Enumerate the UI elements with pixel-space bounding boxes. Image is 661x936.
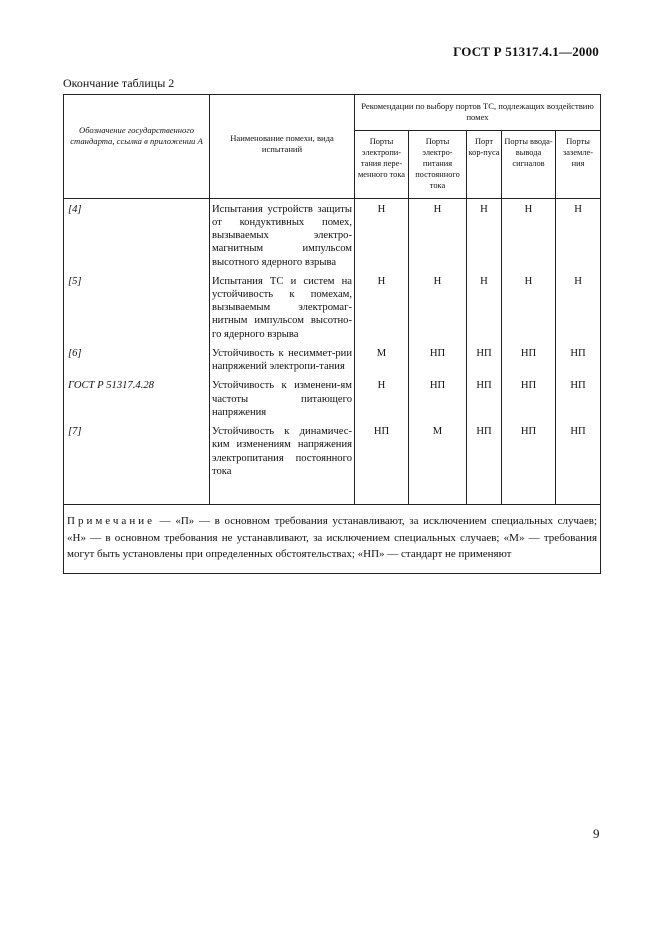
header-port-ac-power: Порты электропи-тания пере-менного тока (355, 131, 409, 199)
row-value: НП (502, 419, 556, 504)
table-row (64, 419, 601, 504)
table-caption: Окончание таблицы 2 (63, 76, 175, 90)
row-test-name: Устойчивость к несиммет-рии напряжений электропи-тания (210, 341, 355, 373)
row-value: Н (502, 198, 556, 269)
row-standard-ref: [7] (64, 419, 210, 504)
header-standard: Обозначение государственного стандарта, ссылка в приложении А (64, 95, 210, 199)
row-value: Н (467, 269, 502, 341)
row-value: М (409, 419, 467, 504)
row-value: НП (467, 373, 502, 419)
row-value: Н (556, 198, 601, 269)
header-port-signal-io: Порты ввода-вывода сигналов (502, 131, 556, 199)
row-value: НП (556, 341, 601, 373)
row-value: НП (409, 341, 467, 373)
row-value: М (355, 341, 409, 373)
header-port-recommendations: Рекомендации по выбору портов ТС, подлежащих воздействию помех (355, 95, 601, 131)
row-value: Н (556, 269, 601, 341)
note-text: — «П» — в основном требования устанавливают, за исключением специальных случаев; «Н» — в основном требования не устанавливают, за исключением специальных случаев; «М» — требования могут быть установлены при определенных обстоятельствах; «НП» — стандарт не применяют (67, 515, 598, 561)
table-row (64, 269, 601, 341)
row-value: Н (409, 269, 467, 341)
row-standard-ref: [4] (64, 198, 210, 269)
row-test-name: Испытания устройств защиты от кондуктивных помех, вызываемых электро-магнитным импульсом высотного ядерного взрыва (210, 198, 355, 269)
table-row (64, 373, 601, 419)
header-port-enclosure: Порт кор-пуса (467, 131, 502, 199)
header-port-dc-power: Порты электро-питания постоянного тока (409, 131, 467, 199)
row-value: НП (556, 419, 601, 504)
page-number: 9 (593, 826, 600, 841)
row-value: НП (502, 373, 556, 419)
row-value: Н (355, 198, 409, 269)
table-row (64, 198, 601, 269)
row-value: Н (409, 198, 467, 269)
table-row (64, 341, 601, 373)
note-label: Примечание (67, 515, 155, 528)
row-test-name: Устойчивость к динамичес-ким изменениям напряжения электропитания постоянного тока (210, 419, 355, 504)
row-standard-ref: [6] (64, 341, 210, 373)
row-value: НП (556, 373, 601, 419)
header-port-ground: Порты заземле-ния (556, 131, 601, 199)
row-standard-ref: [5] (64, 269, 210, 341)
row-value: Н (355, 373, 409, 419)
row-test-name: Устойчивость к изменени-ям частоты питающего напряжения (210, 373, 355, 419)
header-test-name: Наименование помехи, вида испытаний (210, 95, 355, 199)
row-standard-ref: ГОСТ Р 51317.4.28 (64, 373, 210, 419)
row-value: Н (502, 269, 556, 341)
row-value: НП (502, 341, 556, 373)
row-value: НП (355, 419, 409, 504)
standards-table (63, 94, 601, 574)
row-value: Н (355, 269, 409, 341)
row-value: НП (467, 419, 502, 504)
row-value: Н (467, 198, 502, 269)
row-test-name: Испытания ТС и систем на устойчивость к помехам, вызываемым электромаг-нитным импульсом высотно-го ядерного взрыва (210, 269, 355, 341)
document-code: ГОСТ Р 51317.4.1—2000 (453, 44, 599, 59)
table-note (64, 505, 601, 574)
row-value: НП (409, 373, 467, 419)
row-value: НП (467, 341, 502, 373)
